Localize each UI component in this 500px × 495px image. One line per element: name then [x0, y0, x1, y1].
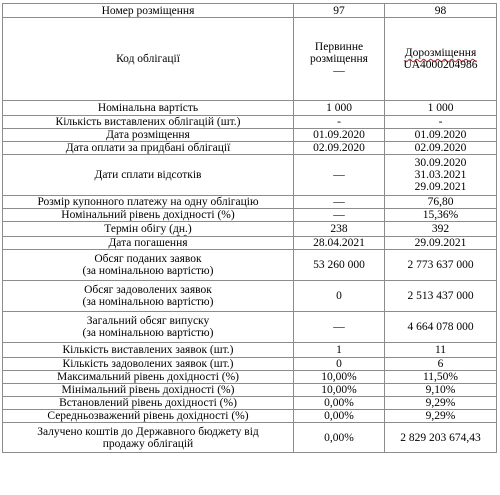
row-label: Кількість виставлених облігацій (шт.)	[3, 116, 294, 129]
row-value-98: 2 829 203 674,43	[385, 423, 497, 453]
row-value-97: —	[294, 196, 385, 209]
row-value-97: 28.04.2021	[294, 237, 385, 250]
table-row	[3, 209, 497, 222]
row-value-98: 9,10%	[385, 384, 497, 397]
row-value-98: 01.09.2020	[385, 129, 497, 142]
row-value-97: 01.09.2020	[294, 129, 385, 142]
row-value-97: 10,00%	[294, 371, 385, 384]
row-value-97: 10,00%	[294, 384, 385, 397]
row-label: Середньозважений рівень дохідності (%)	[3, 410, 294, 423]
bond-code-label: Код облігації	[3, 18, 294, 101]
row-value-97: 0,00%	[294, 423, 385, 453]
table-row	[3, 129, 497, 142]
row-value-98: 11	[385, 343, 497, 358]
table-row	[3, 101, 497, 116]
row-label: Обсяг задоволених заявок (за номінальною вартістю)	[3, 281, 294, 312]
row-value-98: 6	[385, 358, 497, 371]
row-value-97: 238	[294, 222, 385, 237]
table-row	[3, 343, 497, 358]
row-value-97: 0,00%	[294, 410, 385, 423]
row-value-98: 29.09.2021	[385, 237, 497, 250]
table-row-placement-number	[3, 4, 497, 18]
row-value-97: —	[294, 209, 385, 222]
bond-auction-results-table	[2, 3, 497, 453]
table-row	[3, 423, 497, 453]
row-value-98: 9,29%	[385, 397, 497, 410]
row-value-97: —	[294, 312, 385, 343]
table-row	[3, 384, 497, 397]
table-row	[3, 410, 497, 423]
row-value-97: 02.09.2020	[294, 142, 385, 155]
table-row-bond-code	[3, 18, 497, 101]
row-value-97: 1 000	[294, 101, 385, 116]
row-value-98: 1 000	[385, 101, 497, 116]
row-label: Обсяг поданих заявок (за номінальною вартістю)	[3, 250, 294, 281]
row-value-97: 1	[294, 343, 385, 358]
row-label: Дати сплати відсотків	[3, 155, 294, 196]
row-value-98: 11,50%	[385, 371, 497, 384]
row-value-98: 02.09.2020	[385, 142, 497, 155]
row-label: Номінальна вартість	[3, 101, 294, 116]
row-label	[3, 222, 294, 237]
row-label: Розмір купонного платежу на одну облігацію	[3, 196, 294, 209]
row-label: Залучено коштів до Державного бюджету від продажу облігацій	[3, 423, 294, 453]
row-label: Встановлений рівень дохідності (%)	[3, 397, 294, 410]
table-row	[3, 312, 497, 343]
placement-number-97: 97	[294, 4, 385, 18]
table-row	[3, 155, 497, 196]
row-label: Кількість виставлених заявок (шт.)	[3, 343, 294, 358]
row-value-98: 2 513 437 000	[385, 281, 497, 312]
row-label-prefix: Термін обігу (	[104, 223, 173, 235]
bond-code-97: Первинне розміщення —	[294, 18, 385, 101]
row-value-98: 2 773 637 000	[385, 250, 497, 281]
bond-code-98	[385, 18, 497, 101]
row-label: Максимальний рівень дохідності (%)	[3, 371, 294, 384]
table-row	[3, 237, 497, 250]
row-value-98: 15,36%	[385, 209, 497, 222]
row-label: Дата погашення	[3, 237, 294, 250]
row-label: Дата розміщення	[3, 129, 294, 142]
row-value-97: 0,00%	[294, 397, 385, 410]
row-value-97: 0	[294, 281, 385, 312]
row-label: Номінальний рівень дохідності (%)	[3, 209, 294, 222]
table-row	[3, 397, 497, 410]
bond-code-98-isin: UA4000204986	[403, 59, 478, 71]
row-label: Кількість задоволених заявок (шт.)	[3, 358, 294, 371]
row-value-97: 0	[294, 358, 385, 371]
table-row	[3, 371, 497, 384]
placement-number-98: 98	[385, 4, 497, 18]
row-label-unit: дн.	[173, 223, 188, 235]
row-value-98: -	[385, 116, 497, 129]
table-row	[3, 116, 497, 129]
row-label-suffix: )	[187, 223, 192, 235]
row-value-98: 392	[385, 222, 497, 237]
row-label: Загальний обсяг випуску (за номінальною вартістю)	[3, 312, 294, 343]
row-value-97: -	[294, 116, 385, 129]
row-value-98: 9,29%	[385, 410, 497, 423]
row-label: Дата оплати за придбані облігації	[3, 142, 294, 155]
table-row	[3, 281, 497, 312]
row-value-98: 30.09.2020 31.03.2021 29.09.2021	[385, 155, 497, 196]
row-label: Мінімальний рівень дохідності (%)	[3, 384, 294, 397]
table-row	[3, 222, 497, 237]
table-row	[3, 358, 497, 371]
row-value-97: —	[294, 155, 385, 196]
row-value-97: 53 260 000	[294, 250, 385, 281]
row-value-98: 4 664 078 000	[385, 312, 497, 343]
row-value-98: 76,80	[385, 196, 497, 209]
placement-number-label: Номер розміщення	[3, 4, 294, 18]
table-row	[3, 142, 497, 155]
table-row	[3, 196, 497, 209]
table-row	[3, 250, 497, 281]
bond-code-98-type: Дорозміщення	[404, 47, 477, 59]
